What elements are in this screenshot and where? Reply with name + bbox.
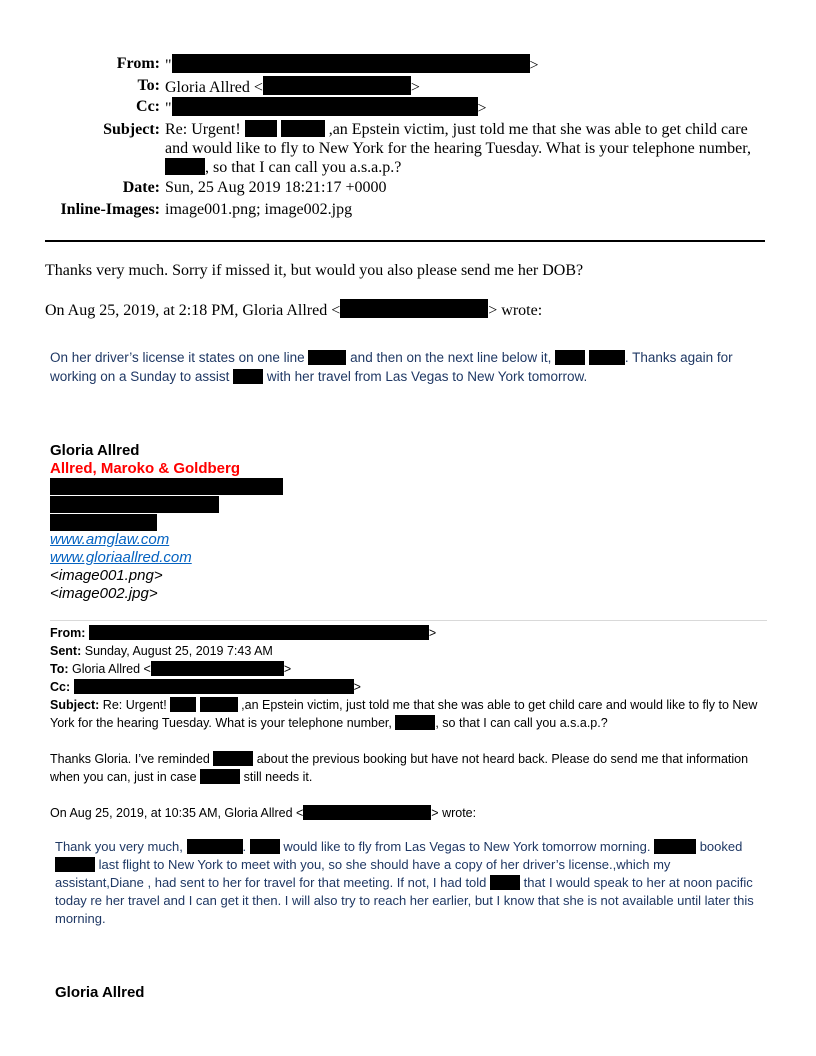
to-suffix: >	[410, 79, 420, 96]
q2-text-a: Thank you very much,	[55, 839, 183, 854]
cc-suffix: >	[477, 100, 487, 117]
redaction-block	[50, 514, 157, 531]
older-sent-label: Sent:	[50, 644, 82, 658]
redaction-block	[250, 839, 280, 854]
q2-text-d: booked	[699, 839, 743, 854]
to-value: Gloria Allred <	[165, 79, 263, 96]
older-from-row	[50, 624, 770, 642]
older-to-suffix: >	[283, 662, 292, 676]
subject-text-1: Re: Urgent!	[165, 121, 241, 138]
body-line-dob: Thanks very much. Sorry if missed it, but would you also please send me her DOB?	[45, 262, 584, 279]
redaction-block	[50, 478, 283, 495]
older-cc-label: Cc:	[50, 680, 71, 694]
redaction-block	[263, 76, 411, 95]
redaction-block	[200, 769, 240, 784]
q2-text-e: last flight to New York to meet with you, so she should have a copy of her driver’s license.,which my assistant,Diane , had sent to her for travel for that meeting. If not, I had told	[55, 857, 671, 890]
subject-text-3: , so that I can call you a.s.a.p.?	[205, 159, 402, 176]
date-value: Sun, 25 Aug 2019 18:21:17 +0000	[165, 179, 387, 196]
q2-text-c: would like to fly from Las Vegas to New York tomorrow morning.	[283, 839, 651, 854]
link-gloriaallred[interactable]: www.gloriaallred.com	[50, 549, 192, 566]
older-subject-label: Subject:	[50, 698, 100, 712]
redaction-block	[589, 350, 625, 365]
from-label: From:	[116, 55, 160, 72]
redaction-block	[308, 350, 346, 365]
redaction-block	[50, 496, 219, 513]
wrote-prefix: On Aug 25, 2019, at 2:18 PM, Gloria Allred <	[45, 302, 341, 319]
header-divider	[45, 240, 765, 242]
redaction-block	[187, 839, 243, 854]
redaction-block	[165, 158, 205, 175]
q2-text-f: that I would speak to her at noon pacific today re her travel and I can get it then. I will also try to reach her earlier, but I know that she is not available until later this morning.	[55, 875, 754, 926]
q2-text-b: .	[242, 839, 247, 854]
quoted-divider	[50, 620, 767, 621]
from-quote: "	[165, 57, 172, 74]
wrote-suffix: > wrote:	[488, 302, 543, 319]
from-suffix: >	[529, 57, 539, 74]
subject-label: Subject:	[103, 121, 160, 138]
to-label: To:	[137, 77, 160, 94]
redaction-block	[89, 625, 429, 640]
quoted-paragraph-1	[50, 348, 770, 386]
redaction-block	[172, 54, 530, 73]
quoted-paragraph-2	[55, 838, 755, 928]
older-thanks-b: about the previous booking but have not heard back. Please do send me that information when you can, just in case	[50, 752, 749, 784]
quote1-text-d: working on a Sunday to assist	[50, 369, 230, 384]
inline-images-value: image001.png; image002.jpg	[165, 201, 353, 218]
redaction-block	[151, 661, 284, 676]
subject-text-2: ,an Epstein victim, just told me that she was able to get child care and would like to fly to New York for the hearing Tuesday. What is your telephone number,	[165, 121, 751, 157]
inline-image-ref-2: <image002.jpg>	[50, 585, 158, 602]
cc-label: Cc:	[136, 98, 160, 115]
redaction-block	[172, 97, 478, 116]
redaction-block	[395, 715, 435, 730]
redaction-block	[490, 875, 520, 890]
older-subject-text-2: ,an Epstein victim, just told me that she was able to get child care and would like to fly to New York for the hearing Tuesday. What is your telephone number,	[50, 698, 758, 730]
older-thanks-c: still needs it.	[243, 770, 313, 784]
older-cc-row	[50, 678, 770, 696]
body-wrote-line	[45, 299, 542, 320]
date-label: Date:	[122, 179, 160, 196]
older-thanks-a: Thanks Gloria. I’ve reminded	[50, 752, 210, 766]
redaction-block	[245, 120, 277, 137]
older-to-row	[50, 660, 770, 678]
cc-quote: "	[165, 100, 172, 117]
older-signature-name: Gloria Allred	[55, 984, 145, 1001]
older-subject-text-3: , so that I can call you a.s.a.p.?	[435, 716, 608, 730]
redaction-block	[555, 350, 585, 365]
redaction-block	[74, 679, 354, 694]
older-to-value: Gloria Allred <	[72, 662, 151, 676]
older-from-suffix: >	[428, 626, 437, 640]
redaction-block	[303, 805, 431, 820]
redaction-block	[281, 120, 325, 137]
older-to-label: To:	[50, 662, 69, 676]
redaction-block	[170, 697, 196, 712]
older-thanks-paragraph	[50, 750, 770, 786]
quote1-text-c: . Thanks again for	[624, 350, 733, 365]
redaction-block	[213, 751, 253, 766]
older-wrote-prefix: On Aug 25, 2019, at 10:35 AM, Gloria Allred <	[50, 806, 304, 820]
redaction-block	[233, 369, 263, 384]
quote1-text-a: On her driver’s license it states on one line	[50, 350, 305, 365]
older-wrote-suffix: > wrote:	[431, 806, 477, 820]
link-amglaw[interactable]: www.amglaw.com	[50, 531, 170, 548]
quote1-text-e: with her travel from Las Vegas to New York tomorrow.	[266, 369, 588, 384]
older-wrote-line	[50, 804, 770, 822]
redaction-block	[340, 299, 488, 318]
redaction-block	[654, 839, 696, 854]
inline-images-label: Inline-Images:	[60, 201, 160, 218]
older-sent-row	[50, 642, 770, 660]
quote1-text-b: and then on the next line below it,	[350, 350, 552, 365]
older-subject-text-1: Re: Urgent!	[102, 698, 167, 712]
inline-image-ref-1: <image001.png>	[50, 567, 163, 584]
signature-firm: Allred, Maroko & Goldberg	[50, 460, 241, 477]
older-subject-row	[50, 696, 770, 732]
redaction-block	[55, 857, 95, 872]
redaction-block	[200, 697, 238, 712]
older-cc-suffix: >	[353, 680, 361, 694]
older-from-label: From:	[50, 626, 86, 640]
signature-name: Gloria Allred	[50, 442, 140, 459]
older-sent-value: Sunday, August 25, 2019 7:43 AM	[84, 644, 273, 658]
